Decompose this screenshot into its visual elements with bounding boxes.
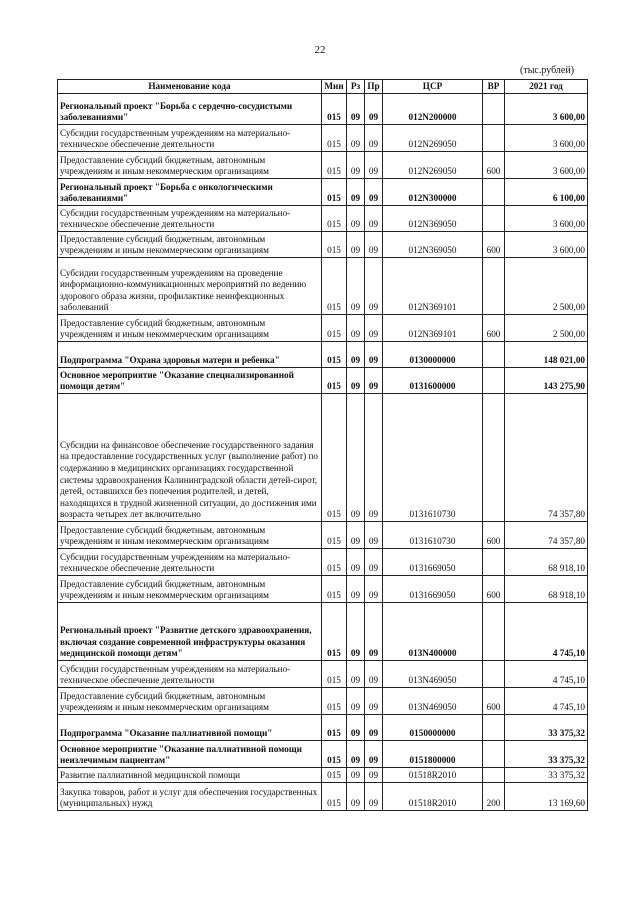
cell-name: Подпрограмма "Оказание паллиативной помощи" bbox=[58, 715, 322, 741]
cell-min: 015 bbox=[322, 94, 347, 125]
cell-amount: 33 375,32 bbox=[505, 741, 588, 768]
cell-pr: 09 bbox=[365, 125, 383, 152]
cell-csr: 01518R2010 bbox=[383, 768, 483, 783]
header-amount: 2021 год bbox=[505, 80, 588, 94]
cell-rz: 09 bbox=[347, 688, 365, 715]
table-row bbox=[58, 125, 588, 152]
cell-name: Субсидии государственным учреждениям на материально-техническое обеспечение деятельности bbox=[58, 661, 322, 688]
cell-name: Предоставление субсидий бюджетным, автономным учреждениям и иным некоммерческим организациям bbox=[58, 152, 322, 179]
cell-vr bbox=[483, 768, 505, 783]
cell-pr: 09 bbox=[365, 549, 383, 576]
cell-min: 015 bbox=[322, 603, 347, 661]
cell-csr: 0131669050 bbox=[383, 549, 483, 576]
cell-amount: 68 918,10 bbox=[505, 576, 588, 603]
cell-csr: 0151800000 bbox=[383, 741, 483, 768]
cell-csr: 012N369050 bbox=[383, 206, 483, 232]
cell-csr: 0150000000 bbox=[383, 715, 483, 741]
cell-vr bbox=[483, 603, 505, 661]
cell-vr bbox=[483, 94, 505, 125]
table-row bbox=[58, 661, 588, 688]
cell-name: Региональный проект "Борьба с сердечно-сосудистыми заболеваниями" bbox=[58, 94, 322, 125]
cell-vr bbox=[483, 342, 505, 368]
cell-amount: 33 375,32 bbox=[505, 715, 588, 741]
cell-name: Региональный проект "Развитие детского здравоохранения, включая создание современной инфраструктуры оказания медицинской помощи детям" bbox=[58, 603, 322, 661]
cell-csr: 012N300000 bbox=[383, 179, 483, 206]
cell-vr bbox=[483, 661, 505, 688]
cell-name: Основное мероприятие "Оказание паллиативной помощи неизлечимым пациентам" bbox=[58, 741, 322, 768]
cell-pr: 09 bbox=[365, 94, 383, 125]
cell-min: 015 bbox=[322, 394, 347, 522]
cell-min: 015 bbox=[322, 549, 347, 576]
cell-min: 015 bbox=[322, 342, 347, 368]
cell-amount: 33 375,32 bbox=[505, 768, 588, 783]
cell-rz: 09 bbox=[347, 783, 365, 811]
cell-vr: 600 bbox=[483, 688, 505, 715]
table-row bbox=[58, 522, 588, 549]
cell-pr: 09 bbox=[365, 768, 383, 783]
cell-vr bbox=[483, 368, 505, 394]
cell-csr: 0131669050 bbox=[383, 576, 483, 603]
cell-vr: 600 bbox=[483, 522, 505, 549]
cell-vr bbox=[483, 549, 505, 576]
cell-csr: 013N469050 bbox=[383, 661, 483, 688]
cell-pr: 09 bbox=[365, 394, 383, 522]
cell-pr: 09 bbox=[365, 368, 383, 394]
cell-name: Региональный проект "Борьба с онкологическими заболеваниями" bbox=[58, 179, 322, 206]
cell-name: Субсидии государственным учреждениям на материально-техническое обеспечение деятельности bbox=[58, 125, 322, 152]
cell-amount: 4 745,10 bbox=[505, 603, 588, 661]
table-row bbox=[58, 315, 588, 342]
cell-rz: 09 bbox=[347, 368, 365, 394]
cell-rz: 09 bbox=[347, 394, 365, 522]
cell-amount: 4 745,10 bbox=[505, 688, 588, 715]
cell-pr: 09 bbox=[365, 315, 383, 342]
cell-amount: 2 500,00 bbox=[505, 315, 588, 342]
cell-csr: 012N369050 bbox=[383, 232, 483, 258]
cell-pr: 09 bbox=[365, 603, 383, 661]
cell-amount: 2 500,00 bbox=[505, 258, 588, 315]
cell-name: Субсидии государственным учреждениям на материально-техническое обеспечение деятельности bbox=[58, 206, 322, 232]
cell-min: 015 bbox=[322, 741, 347, 768]
cell-pr: 09 bbox=[365, 688, 383, 715]
cell-amount: 6 100,00 bbox=[505, 179, 588, 206]
cell-rz: 09 bbox=[347, 522, 365, 549]
cell-pr: 09 bbox=[365, 179, 383, 206]
cell-min: 015 bbox=[322, 768, 347, 783]
table-row bbox=[58, 549, 588, 576]
cell-amount: 4 745,10 bbox=[505, 661, 588, 688]
table-row bbox=[58, 342, 588, 368]
table-row bbox=[58, 741, 588, 768]
cell-vr bbox=[483, 179, 505, 206]
cell-min: 015 bbox=[322, 688, 347, 715]
cell-amount: 74 357,80 bbox=[505, 394, 588, 522]
cell-vr bbox=[483, 394, 505, 522]
cell-min: 015 bbox=[322, 368, 347, 394]
cell-vr: 600 bbox=[483, 576, 505, 603]
cell-name: Развитие паллиативной медицинской помощи bbox=[58, 768, 322, 783]
table-row bbox=[58, 206, 588, 232]
cell-rz: 09 bbox=[347, 768, 365, 783]
cell-pr: 09 bbox=[365, 741, 383, 768]
cell-rz: 09 bbox=[347, 715, 365, 741]
header-rz: Рз bbox=[347, 80, 365, 94]
cell-vr: 600 bbox=[483, 232, 505, 258]
cell-pr: 09 bbox=[365, 206, 383, 232]
cell-pr: 09 bbox=[365, 342, 383, 368]
table-row bbox=[58, 576, 588, 603]
cell-name: Предоставление субсидий бюджетным, автономным учреждениям и иным некоммерческим организациям bbox=[58, 688, 322, 715]
cell-vr bbox=[483, 258, 505, 315]
cell-min: 015 bbox=[322, 232, 347, 258]
cell-csr: 012N269050 bbox=[383, 125, 483, 152]
cell-name: Предоставление субсидий бюджетным, автономным учреждениям и иным некоммерческим организациям bbox=[58, 576, 322, 603]
cell-rz: 09 bbox=[347, 179, 365, 206]
cell-csr: 012N369101 bbox=[383, 258, 483, 315]
cell-min: 015 bbox=[322, 783, 347, 811]
cell-rz: 09 bbox=[347, 576, 365, 603]
cell-amount: 3 600,00 bbox=[505, 125, 588, 152]
cell-name: Предоставление субсидий бюджетным, автономным учреждениям и иным некоммерческим организациям bbox=[58, 315, 322, 342]
cell-vr bbox=[483, 125, 505, 152]
header-pr: Пр bbox=[365, 80, 383, 94]
cell-csr: 01518R2010 bbox=[383, 783, 483, 811]
cell-min: 015 bbox=[322, 179, 347, 206]
cell-rz: 09 bbox=[347, 661, 365, 688]
cell-rz: 09 bbox=[347, 741, 365, 768]
units-label: (тыс.рублей) bbox=[520, 65, 575, 76]
cell-vr bbox=[483, 715, 505, 741]
table-row bbox=[58, 394, 588, 522]
table-row bbox=[58, 603, 588, 661]
cell-pr: 09 bbox=[365, 661, 383, 688]
cell-name: Закупка товаров, работ и услуг для обеспечения государственных (муниципальных) нужд bbox=[58, 783, 322, 811]
cell-csr: 0130000000 bbox=[383, 342, 483, 368]
cell-vr: 600 bbox=[483, 152, 505, 179]
cell-vr bbox=[483, 206, 505, 232]
cell-min: 015 bbox=[322, 661, 347, 688]
budget-table bbox=[57, 79, 588, 811]
table-row bbox=[58, 179, 588, 206]
cell-name: Субсидии государственным учреждениям на проведение информационно-коммуникационных мероприятий по ведению здорового образа жизни, профилактике неинфекционных заболеваний bbox=[58, 258, 322, 315]
table-row bbox=[58, 368, 588, 394]
cell-rz: 09 bbox=[347, 315, 365, 342]
cell-rz: 09 bbox=[347, 232, 365, 258]
cell-amount: 74 357,80 bbox=[505, 522, 588, 549]
cell-min: 015 bbox=[322, 125, 347, 152]
cell-pr: 09 bbox=[365, 232, 383, 258]
header-min: Мин bbox=[322, 80, 347, 94]
cell-csr: 0131600000 bbox=[383, 368, 483, 394]
cell-csr: 012N269050 bbox=[383, 152, 483, 179]
cell-min: 015 bbox=[322, 715, 347, 741]
table-row bbox=[58, 258, 588, 315]
cell-pr: 09 bbox=[365, 576, 383, 603]
table-header-row bbox=[58, 80, 588, 94]
cell-amount: 13 169,60 bbox=[505, 783, 588, 811]
cell-amount: 3 600,00 bbox=[505, 206, 588, 232]
cell-amount: 3 600,00 bbox=[505, 94, 588, 125]
cell-pr: 09 bbox=[365, 258, 383, 315]
cell-name: Субсидии на финансовое обеспечение государственного задания на предоставление государственных услуг (выполнение работ) по содержанию в медицинских организациях государственной системы здравоохранения Калининградской области детей-сирот, детей, оставшихся без попечения родителей, и детей, находящихся в трудной жизненной ситуации, до достижения ими возраста четырех лет включительно bbox=[58, 394, 322, 522]
table-row bbox=[58, 715, 588, 741]
cell-csr: 0131610730 bbox=[383, 394, 483, 522]
cell-amount: 68 918,10 bbox=[505, 549, 588, 576]
cell-name: Предоставление субсидий бюджетным, автономным учреждениям и иным некоммерческим организациям bbox=[58, 232, 322, 258]
cell-rz: 09 bbox=[347, 342, 365, 368]
cell-rz: 09 bbox=[347, 125, 365, 152]
cell-min: 015 bbox=[322, 522, 347, 549]
cell-rz: 09 bbox=[347, 258, 365, 315]
cell-min: 015 bbox=[322, 576, 347, 603]
cell-min: 015 bbox=[322, 206, 347, 232]
cell-csr: 013N400000 bbox=[383, 603, 483, 661]
page-number: 22 bbox=[314, 44, 326, 56]
cell-vr bbox=[483, 741, 505, 768]
cell-amount: 3 600,00 bbox=[505, 152, 588, 179]
cell-rz: 09 bbox=[347, 603, 365, 661]
cell-name: Основное мероприятие "Оказание специализированной помощи детям" bbox=[58, 368, 322, 394]
cell-amount: 148 021,00 bbox=[505, 342, 588, 368]
cell-rz: 09 bbox=[347, 152, 365, 179]
cell-pr: 09 bbox=[365, 783, 383, 811]
table-row bbox=[58, 688, 588, 715]
cell-name: Субсидии государственным учреждениям на материально-техническое обеспечение деятельности bbox=[58, 549, 322, 576]
cell-rz: 09 bbox=[347, 94, 365, 125]
cell-min: 015 bbox=[322, 152, 347, 179]
cell-min: 015 bbox=[322, 258, 347, 315]
cell-rz: 09 bbox=[347, 206, 365, 232]
cell-pr: 09 bbox=[365, 715, 383, 741]
cell-csr: 012N200000 bbox=[383, 94, 483, 125]
cell-name: Подпрограмма "Охрана здоровья матери и ребенка" bbox=[58, 342, 322, 368]
header-name: Наименование кода bbox=[58, 80, 322, 94]
header-vr: ВР bbox=[483, 80, 505, 94]
table-row bbox=[58, 94, 588, 125]
table-row bbox=[58, 783, 588, 811]
header-csr: ЦСР bbox=[383, 80, 483, 94]
cell-rz: 09 bbox=[347, 549, 365, 576]
cell-name: Предоставление субсидий бюджетным, автономным учреждениям и иным некоммерческим организациям bbox=[58, 522, 322, 549]
table-row bbox=[58, 232, 588, 258]
cell-pr: 09 bbox=[365, 152, 383, 179]
cell-amount: 3 600,00 bbox=[505, 232, 588, 258]
cell-pr: 09 bbox=[365, 522, 383, 549]
cell-vr: 200 bbox=[483, 783, 505, 811]
cell-csr: 0131610730 bbox=[383, 522, 483, 549]
cell-vr: 600 bbox=[483, 315, 505, 342]
table-row bbox=[58, 152, 588, 179]
cell-csr: 013N469050 bbox=[383, 688, 483, 715]
cell-min: 015 bbox=[322, 315, 347, 342]
cell-csr: 012N369101 bbox=[383, 315, 483, 342]
table-row bbox=[58, 768, 588, 783]
cell-amount: 143 275,90 bbox=[505, 368, 588, 394]
